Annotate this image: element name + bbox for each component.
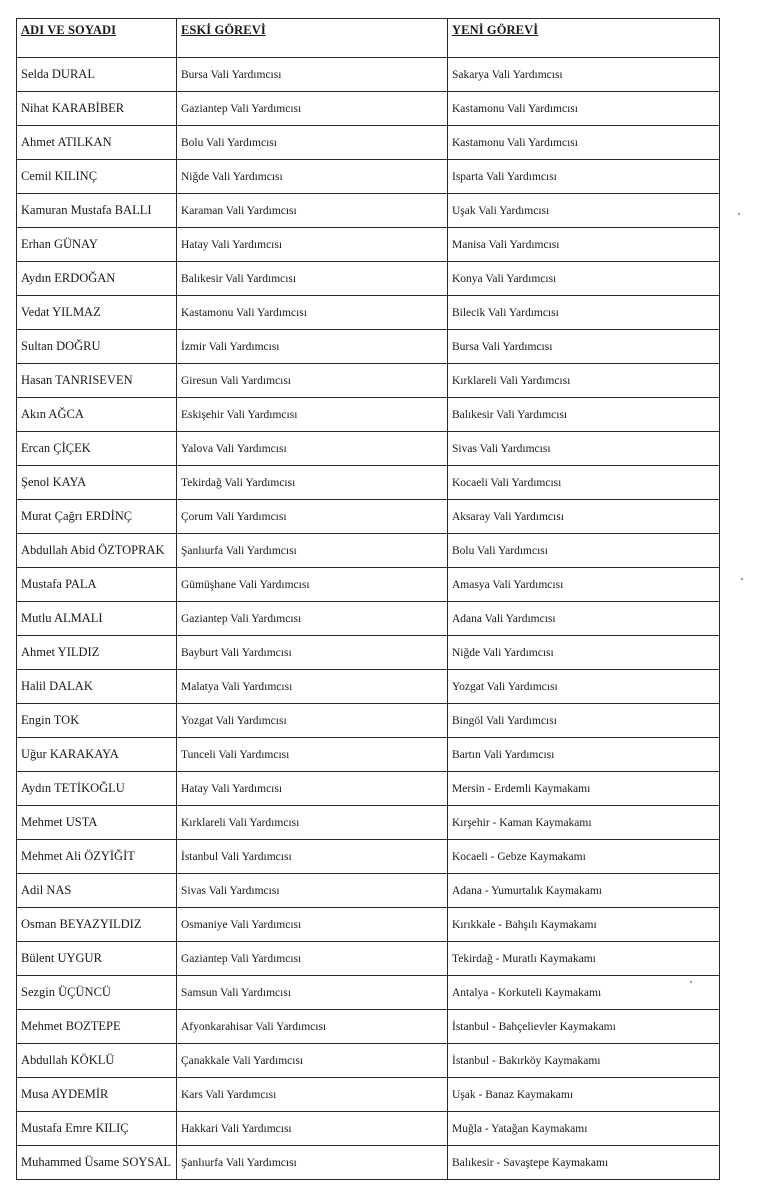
cell-new-post: Sakarya Vali Yardımcısı: [448, 58, 720, 92]
table-row: [17, 126, 720, 160]
cell-new-post: Bolu Vali Yardımcısı: [448, 534, 720, 568]
cell-new-post: Niğde Vali Yardımcısı: [448, 636, 720, 670]
header-name: ADI VE SOYADI: [17, 19, 177, 58]
cell-name: Osman BEYAZYILDIZ: [17, 908, 177, 942]
cell-old-post: Yozgat Vali Yardımcısı: [177, 704, 448, 738]
table-row: [17, 58, 720, 92]
table-row: [17, 568, 720, 602]
cell-old-post: Gaziantep Vali Yardımcısı: [177, 92, 448, 126]
cell-old-post: Hatay Vali Yardımcısı: [177, 228, 448, 262]
table-row: [17, 874, 720, 908]
table-header-row: [17, 19, 720, 58]
cell-name: Aydın TETİKOĞLU: [17, 772, 177, 806]
cell-new-post: Adana - Yumurtalık Kaymakamı: [448, 874, 720, 908]
cell-name: Mustafa Emre KILIÇ: [17, 1112, 177, 1146]
cell-new-post: Amasya Vali Yardımcısı: [448, 568, 720, 602]
table-row: [17, 160, 720, 194]
cell-name: Mustafa PALA: [17, 568, 177, 602]
table-row: [17, 976, 720, 1010]
cell-new-post: Kastamonu Vali Yardımcısı: [448, 92, 720, 126]
cell-name: Bülent UYGUR: [17, 942, 177, 976]
cell-new-post: Kastamonu Vali Yardımcısı: [448, 126, 720, 160]
table-row: [17, 398, 720, 432]
cell-name: Ahmet ATILKAN: [17, 126, 177, 160]
cell-name: Şenol KAYA: [17, 466, 177, 500]
cell-name: Sezgin ÜÇÜNCÜ: [17, 976, 177, 1010]
table-row: [17, 466, 720, 500]
table-row: [17, 194, 720, 228]
cell-new-post: Kocaeli Vali Yardımcısı: [448, 466, 720, 500]
table-row: [17, 636, 720, 670]
cell-old-post: Bursa Vali Yardımcısı: [177, 58, 448, 92]
cell-old-post: İzmir Vali Yardımcısı: [177, 330, 448, 364]
table-row: [17, 1010, 720, 1044]
table-row: [17, 806, 720, 840]
cell-name: Vedat YILMAZ: [17, 296, 177, 330]
cell-old-post: Sivas Vali Yardımcısı: [177, 874, 448, 908]
cell-new-post: Kocaeli - Gebze Kaymakamı: [448, 840, 720, 874]
cell-old-post: Kastamonu Vali Yardımcısı: [177, 296, 448, 330]
cell-new-post: Konya Vali Yardımcısı: [448, 262, 720, 296]
cell-old-post: Hatay Vali Yardımcısı: [177, 772, 448, 806]
cell-old-post: Karaman Vali Yardımcısı: [177, 194, 448, 228]
cell-old-post: Afyonkarahisar Vali Yardımcısı: [177, 1010, 448, 1044]
table-row: [17, 534, 720, 568]
cell-old-post: Gümüşhane Vali Yardımcısı: [177, 568, 448, 602]
cell-old-post: Şanlıurfa Vali Yardımcısı: [177, 1146, 448, 1180]
scan-speck: [738, 213, 740, 215]
cell-name: Mehmet BOZTEPE: [17, 1010, 177, 1044]
cell-new-post: Antalya - Korkuteli Kaymakamı: [448, 976, 720, 1010]
cell-old-post: Osmaniye Vali Yardımcısı: [177, 908, 448, 942]
cell-old-post: Çorum Vali Yardımcısı: [177, 500, 448, 534]
cell-name: Sultan DOĞRU: [17, 330, 177, 364]
cell-new-post: Uşak - Banaz Kaymakamı: [448, 1078, 720, 1112]
table-row: [17, 942, 720, 976]
cell-name: Nihat KARABİBER: [17, 92, 177, 126]
scan-speck: [690, 981, 692, 983]
scan-speck: [741, 578, 743, 580]
cell-old-post: Eskişehir Vali Yardımcısı: [177, 398, 448, 432]
cell-name: Uğur KARAKAYA: [17, 738, 177, 772]
cell-name: Halil DALAK: [17, 670, 177, 704]
cell-old-post: Tekirdağ Vali Yardımcısı: [177, 466, 448, 500]
cell-new-post: Sivas Vali Yardımcısı: [448, 432, 720, 466]
cell-new-post: Bingöl Vali Yardımcısı: [448, 704, 720, 738]
cell-new-post: Kırklareli Vali Yardımcısı: [448, 364, 720, 398]
cell-name: Selda DURAL: [17, 58, 177, 92]
cell-name: Mutlu ALMALI: [17, 602, 177, 636]
cell-new-post: Kırşehir - Kaman Kaymakamı: [448, 806, 720, 840]
cell-new-post: Tekirdağ - Muratlı Kaymakamı: [448, 942, 720, 976]
cell-new-post: Yozgat Vali Yardımcısı: [448, 670, 720, 704]
header-old-post: ESKİ GÖREVİ: [177, 19, 448, 58]
cell-old-post: İstanbul Vali Yardımcısı: [177, 840, 448, 874]
cell-old-post: Bolu Vali Yardımcısı: [177, 126, 448, 160]
cell-name: Ercan ÇİÇEK: [17, 432, 177, 466]
cell-name: Adil NAS: [17, 874, 177, 908]
cell-name: Musa AYDEMİR: [17, 1078, 177, 1112]
cell-old-post: Balıkesir Vali Yardımcısı: [177, 262, 448, 296]
cell-new-post: Aksaray Vali Yardımcısı: [448, 500, 720, 534]
cell-old-post: Malatya Vali Yardımcısı: [177, 670, 448, 704]
cell-new-post: Isparta Vali Yardımcısı: [448, 160, 720, 194]
table-row: [17, 228, 720, 262]
cell-name: Kamuran Mustafa BALLI: [17, 194, 177, 228]
cell-name: Ahmet YILDIZ: [17, 636, 177, 670]
cell-old-post: Şanlıurfa Vali Yardımcısı: [177, 534, 448, 568]
table-row: [17, 704, 720, 738]
appointment-table: [16, 18, 720, 1180]
cell-new-post: İstanbul - Bahçelievler Kaymakamı: [448, 1010, 720, 1044]
cell-name: Cemil KILINÇ: [17, 160, 177, 194]
cell-name: Akın AĞCA: [17, 398, 177, 432]
cell-old-post: Kırklareli Vali Yardımcısı: [177, 806, 448, 840]
header-new-post: YENİ GÖREVİ: [448, 19, 720, 58]
cell-new-post: Manisa Vali Yardımcısı: [448, 228, 720, 262]
cell-name: Abdullah KÖKLÜ: [17, 1044, 177, 1078]
cell-new-post: Bilecik Vali Yardımcısı: [448, 296, 720, 330]
cell-old-post: Kars Vali Yardımcısı: [177, 1078, 448, 1112]
cell-new-post: Bursa Vali Yardımcısı: [448, 330, 720, 364]
cell-name: Engin TOK: [17, 704, 177, 738]
table-row: [17, 1112, 720, 1146]
table-body: [17, 58, 720, 1180]
cell-old-post: Samsun Vali Yardımcısı: [177, 976, 448, 1010]
cell-old-post: Niğde Vali Yardımcısı: [177, 160, 448, 194]
table-row: [17, 364, 720, 398]
cell-name: Hasan TANRISEVEN: [17, 364, 177, 398]
table-row: [17, 602, 720, 636]
table-row: [17, 432, 720, 466]
table-row: [17, 296, 720, 330]
cell-old-post: Gaziantep Vali Yardımcısı: [177, 942, 448, 976]
cell-name: Mehmet Ali ÖZYİĞİT: [17, 840, 177, 874]
cell-name: Muhammed Üsame SOYSAL: [17, 1146, 177, 1180]
cell-old-post: Tunceli Vali Yardımcısı: [177, 738, 448, 772]
table-row: [17, 330, 720, 364]
cell-new-post: Balıkesir - Savaştepe Kaymakamı: [448, 1146, 720, 1180]
cell-new-post: Uşak Vali Yardımcısı: [448, 194, 720, 228]
cell-name: Aydın ERDOĞAN: [17, 262, 177, 296]
table-row: [17, 908, 720, 942]
table-row: [17, 772, 720, 806]
table-row: [17, 1044, 720, 1078]
table-row: [17, 92, 720, 126]
cell-new-post: İstanbul - Bakırköy Kaymakamı: [448, 1044, 720, 1078]
cell-old-post: Hakkari Vali Yardımcısı: [177, 1112, 448, 1146]
table-row: [17, 840, 720, 874]
cell-new-post: Balıkesir Vali Yardımcısı: [448, 398, 720, 432]
cell-new-post: Bartın Vali Yardımcısı: [448, 738, 720, 772]
table-row: [17, 1078, 720, 1112]
cell-new-post: Mersin - Erdemli Kaymakamı: [448, 772, 720, 806]
cell-old-post: Bayburt Vali Yardımcısı: [177, 636, 448, 670]
cell-name: Murat Çağrı ERDİNÇ: [17, 500, 177, 534]
cell-old-post: Giresun Vali Yardımcısı: [177, 364, 448, 398]
cell-new-post: Adana Vali Yardımcısı: [448, 602, 720, 636]
cell-name: Erhan GÜNAY: [17, 228, 177, 262]
table-row: [17, 1146, 720, 1180]
table-row: [17, 262, 720, 296]
cell-new-post: Muğla - Yatağan Kaymakamı: [448, 1112, 720, 1146]
cell-old-post: Çanakkale Vali Yardımcısı: [177, 1044, 448, 1078]
cell-old-post: Yalova Vali Yardımcısı: [177, 432, 448, 466]
table-row: [17, 500, 720, 534]
cell-name: Abdullah Abid ÖZTOPRAK: [17, 534, 177, 568]
cell-old-post: Gaziantep Vali Yardımcısı: [177, 602, 448, 636]
table-row: [17, 670, 720, 704]
cell-new-post: Kırıkkale - Bahşılı Kaymakamı: [448, 908, 720, 942]
cell-name: Mehmet USTA: [17, 806, 177, 840]
table-row: [17, 738, 720, 772]
